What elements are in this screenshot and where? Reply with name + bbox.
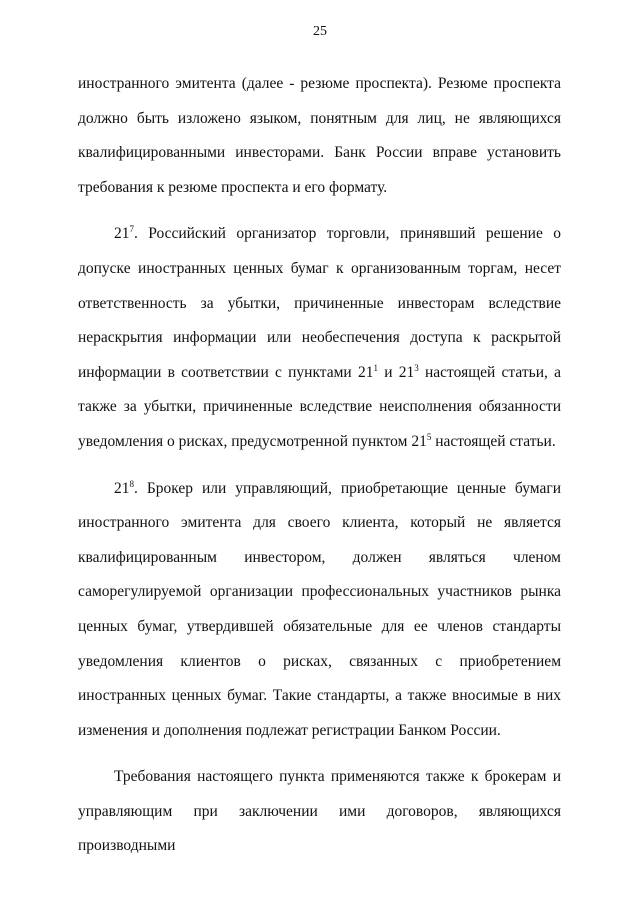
- paragraph-21-7: [78, 217, 561, 459]
- paragraph-requirements: Требования настоящего пункта применяются также к брокерам и управляющим при заключении ими договоров, являющихся производными: [78, 768, 561, 855]
- clause-superscript: 8: [129, 478, 134, 489]
- clause-text: . Брокер или управляющий, приобретающие ценные бумаги иностранного эмитента для своего клиента, который не является квалифицированным инвестором, должен являться членом саморегулируемой организации профессиональных участников рынка ценных бумаг, утвердившей обязательные для ее членов стандарты уведомления клиентов о рисках, связанных с приобретением иностранных ценных бумаг. Такие стандарты, а также вносимые в них изменения и дополнения подлежат регистрации Банком России.: [78, 479, 561, 739]
- reference-21-1: 21: [357, 363, 374, 381]
- paragraph-21-8: [78, 472, 561, 749]
- clause-text-part-2: и: [377, 363, 399, 381]
- reference-21-1-superscript: 1: [373, 362, 378, 373]
- reference-21-3: 21: [398, 363, 415, 381]
- paragraph-1: иностранного эмитента (далее - резюме проспекта). Резюме проспекта должно быть изложено языком, понятным для лиц, не являющихся квалифицированными инвесторами. Банк России вправе установить требования к резюме проспекта и его формату.: [78, 75, 561, 196]
- clause-superscript: 7: [129, 224, 134, 235]
- body-text: [78, 67, 561, 864]
- reference-21-3-superscript: 3: [414, 362, 419, 373]
- clause-text-part-3: настоящей статьи, а также за убытки, причиненные вследствие неисполнения обязанности уведомления о рисках, предусмотренной пунктом: [78, 363, 562, 450]
- clause-text-part-1: . Российский организатор торговли, принявший решение о допуске иностранных ценных бумаг к организованным торгам, несет ответственность за убытки, причиненные инвесторам вследствие нераскрытия информации или необеспечения доступа к раскрытой информации в соответствии с пунктами: [78, 225, 561, 381]
- clause-number: 21: [114, 479, 130, 497]
- page-number: 25: [313, 24, 327, 39]
- reference-21-5: 21: [411, 432, 427, 450]
- clause-text-part-4: настоящей статьи.: [431, 432, 556, 450]
- clause-number: 21: [114, 225, 130, 243]
- reference-21-5-superscript: 5: [426, 431, 432, 442]
